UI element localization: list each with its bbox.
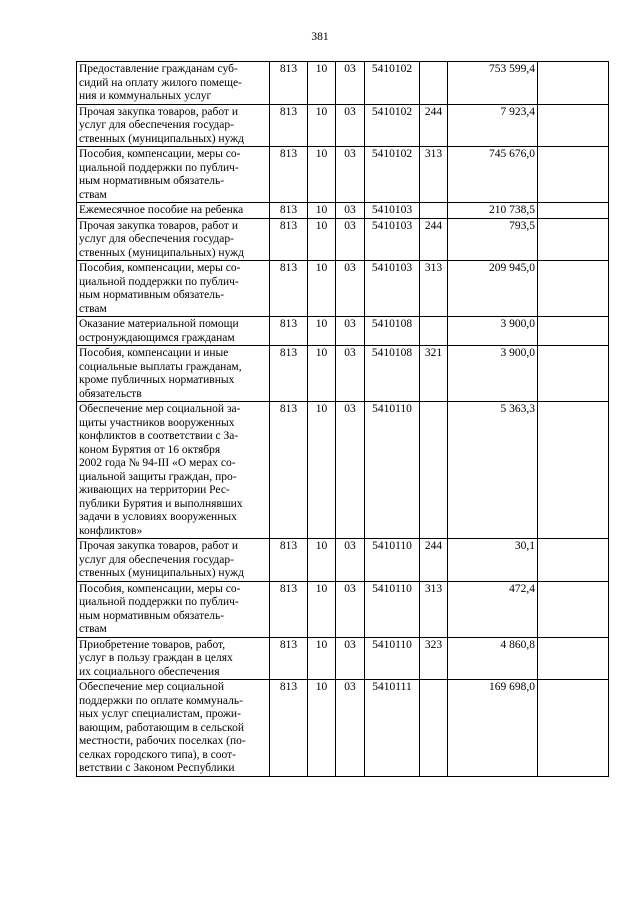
row-name-cell: Обеспечение мер социальной поддержки по оплате коммуналь- ных услуг специалистам, прожи- вающим, работающим в сельской местности, рабочих поселках (по- селках городского типа), в соот- ветствии с Законом Республики [77,680,270,777]
row-expense-type-cell [420,680,448,777]
row-extra-cell [538,680,609,777]
row-extra-cell [538,317,609,346]
row-ved-cell: 813 [270,539,308,582]
table-row [77,680,609,777]
row-name-cell: Приобретение товаров, работ, услуг в пользу граждан в целях их социального обеспечения [77,637,270,680]
table-row [77,637,609,680]
row-expense-type-cell: 244 [420,104,448,147]
row-amount-cell: 169 698,0 [448,680,538,777]
row-section-cell: 10 [308,218,336,261]
row-amount-cell: 30,1 [448,539,538,582]
row-ved-cell: 813 [270,104,308,147]
table-row [77,539,609,582]
row-section-cell: 10 [308,680,336,777]
row-extra-cell [538,104,609,147]
row-target-item-cell: 5410108 [365,317,420,346]
row-ved-cell: 813 [270,203,308,219]
row-expense-type-cell [420,317,448,346]
row-section-cell: 10 [308,539,336,582]
row-extra-cell [538,218,609,261]
row-target-item-cell: 5410110 [365,539,420,582]
row-name-cell: Пособия, компенсации и иные социальные выплаты гражданам, кроме публичных нормативных обязательств [77,346,270,402]
table-row [77,147,609,203]
row-subsection-cell: 03 [336,402,365,539]
row-amount-cell: 209 945,0 [448,261,538,317]
row-amount-cell: 745 676,0 [448,147,538,203]
row-name-cell: Пособия, компенсации, меры со- циальной поддержки по публич- ным нормативным обязатель- ствам [77,581,270,637]
row-extra-cell [538,346,609,402]
table-row [77,346,609,402]
row-subsection-cell: 03 [336,346,365,402]
row-extra-cell [538,637,609,680]
row-ved-cell: 813 [270,317,308,346]
table-row [77,203,609,219]
row-target-item-cell: 5410103 [365,203,420,219]
row-subsection-cell: 03 [336,203,365,219]
row-target-item-cell: 5410102 [365,104,420,147]
row-amount-cell: 7 923,4 [448,104,538,147]
row-name-cell: Оказание материальной помощи остронуждающимся гражданам [77,317,270,346]
row-amount-cell: 753 599,4 [448,62,538,105]
row-extra-cell [538,261,609,317]
row-extra-cell [538,203,609,219]
row-name-cell: Прочая закупка товаров, работ и услуг для обеспечения государ- ственных (муниципальных) нужд [77,218,270,261]
row-subsection-cell: 03 [336,637,365,680]
table-row [77,581,609,637]
row-name-cell: Предоставление гражданам суб- сидий на оплату жилого помеще- ния и коммунальных услуг [77,62,270,105]
row-subsection-cell: 03 [336,581,365,637]
row-expense-type-cell: 244 [420,218,448,261]
row-target-item-cell: 5410110 [365,402,420,539]
table-row [77,317,609,346]
page-number: 381 [311,31,329,43]
table-body [77,62,609,777]
row-name-cell: Обеспечение мер социальной за- щиты участников вооруженных конфликтов в соответствии с За- коном Бурятия от 16 октября 2002 года № 94-III «О мерах со- циальной защиты граждан, про- живающих на территории Рес- публики Бурятия и выполнявших задачи в условиях вооруженных конфликтов» [77,402,270,539]
row-name-cell: Пособия, компенсации, меры со- циальной поддержки по публич- ным нормативным обязатель- ствам [77,147,270,203]
row-subsection-cell: 03 [336,147,365,203]
row-name-cell: Пособия, компенсации, меры со- циальной поддержки по публич- ным нормативным обязатель- ствам [77,261,270,317]
row-target-item-cell: 5410103 [365,218,420,261]
row-target-item-cell: 5410111 [365,680,420,777]
row-extra-cell [538,402,609,539]
row-ved-cell: 813 [270,346,308,402]
row-subsection-cell: 03 [336,104,365,147]
row-subsection-cell: 03 [336,539,365,582]
row-ved-cell: 813 [270,261,308,317]
row-subsection-cell: 03 [336,680,365,777]
row-target-item-cell: 5410102 [365,62,420,105]
row-expense-type-cell: 313 [420,261,448,317]
row-target-item-cell: 5410108 [365,346,420,402]
row-expense-type-cell: 244 [420,539,448,582]
row-section-cell: 10 [308,346,336,402]
row-expense-type-cell: 323 [420,637,448,680]
row-expense-type-cell: 321 [420,346,448,402]
row-expense-type-cell [420,62,448,105]
table-row [77,62,609,105]
row-expense-type-cell: 313 [420,147,448,203]
table-row [77,261,609,317]
table-row [77,218,609,261]
row-target-item-cell: 5410110 [365,637,420,680]
row-amount-cell: 5 363,3 [448,402,538,539]
row-name-cell: Прочая закупка товаров, работ и услуг для обеспечения государ- ственных (муниципальных) нужд [77,104,270,147]
row-amount-cell: 472,4 [448,581,538,637]
row-ved-cell: 813 [270,62,308,105]
row-section-cell: 10 [308,147,336,203]
row-target-item-cell: 5410103 [365,261,420,317]
row-name-cell: Ежемесячное пособие на ребенка [77,203,270,219]
row-extra-cell [538,581,609,637]
row-amount-cell: 793,5 [448,218,538,261]
row-subsection-cell: 03 [336,62,365,105]
row-extra-cell [538,62,609,105]
row-ved-cell: 813 [270,637,308,680]
row-section-cell: 10 [308,637,336,680]
row-name-cell: Прочая закупка товаров, работ и услуг для обеспечения государ- ственных (муниципальных) нужд [77,539,270,582]
row-amount-cell: 4 860,8 [448,637,538,680]
row-section-cell: 10 [308,261,336,317]
row-section-cell: 10 [308,317,336,346]
row-subsection-cell: 03 [336,218,365,261]
row-ved-cell: 813 [270,581,308,637]
table-row [77,104,609,147]
row-subsection-cell: 03 [336,317,365,346]
row-amount-cell: 3 900,0 [448,346,538,402]
row-section-cell: 10 [308,581,336,637]
row-amount-cell: 210 738,5 [448,203,538,219]
row-section-cell: 10 [308,104,336,147]
row-section-cell: 10 [308,203,336,219]
row-target-item-cell: 5410102 [365,147,420,203]
row-expense-type-cell [420,402,448,539]
row-target-item-cell: 5410110 [365,581,420,637]
row-ved-cell: 813 [270,147,308,203]
row-ved-cell: 813 [270,218,308,261]
table-row [77,402,609,539]
row-subsection-cell: 03 [336,261,365,317]
row-ved-cell: 813 [270,680,308,777]
row-expense-type-cell: 313 [420,581,448,637]
row-section-cell: 10 [308,62,336,105]
budget-table [76,61,609,777]
row-expense-type-cell [420,203,448,219]
row-section-cell: 10 [308,402,336,539]
row-extra-cell [538,147,609,203]
row-amount-cell: 3 900,0 [448,317,538,346]
row-extra-cell [538,539,609,582]
row-ved-cell: 813 [270,402,308,539]
